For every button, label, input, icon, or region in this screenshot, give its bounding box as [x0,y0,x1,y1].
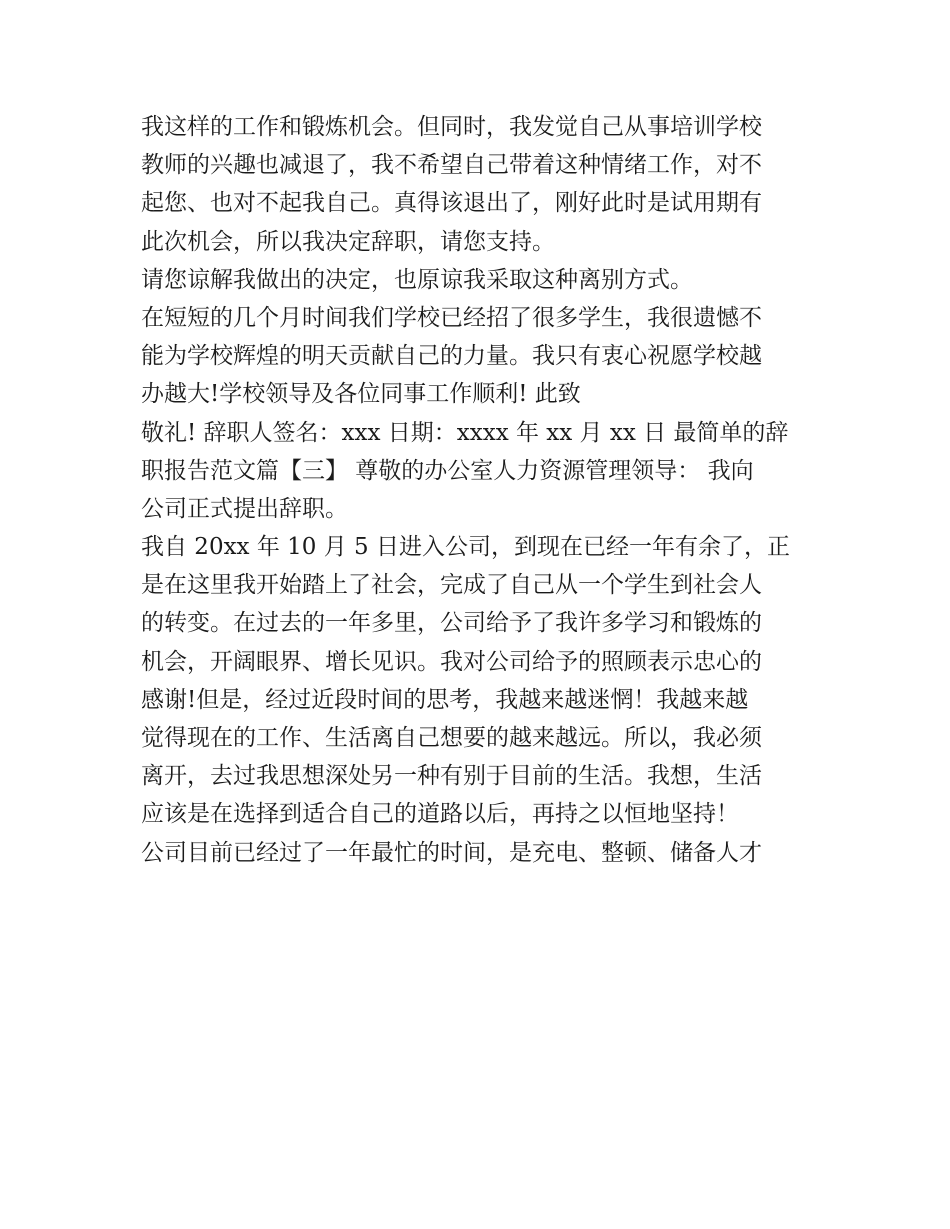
text-line: 离开，去过我思想深处另一种有别于目前的生活。我想，生活 [141,763,762,790]
text-line: 在短短的几个月时间我们学校已经招了很多学生，我很遗憾不 [141,304,762,331]
text-line: 机会，开阔眼界、增长见识。我对公司给予的照顾表示忠心的 [141,648,762,675]
text-line: 感谢!但是，经过近段时间的思考，我越来越迷惘！我越来越 [141,686,749,713]
text-line: 我这样的工作和锻炼机会。但同时，我发觉自己从事培训学校 [141,114,762,140]
text-line: 的转变。在过去的一年多里，公司给予了我许多学习和锻炼的 [141,610,762,637]
text-line: 我自 20xx 年 10 月 5 日进入公司，到现在已经一年有余了，正 [141,534,790,561]
text-line: 公司正式提出辞职。 [141,495,348,522]
text-line: 敬礼! 辞职人签名：xxx 日期：xxxx 年 xx 月 xx 日 最简单的辞 [141,419,789,446]
text-line: 教师的兴趣也减退了，我不希望自己带着这种情绪工作，对不 [141,152,762,179]
text-line: 此次机会，所以我决定辞职，请您支持。 [141,228,555,255]
text-line: 觉得现在的工作、生活离自己想要的越来越远。所以，我必须 [141,725,762,751]
text-line: 公司目前已经过了一年最忙的时间，是充电、整顿、储备人才 [141,839,762,866]
text-line: 起您、也对不起我自己。真得该退出了，刚好此时是试用期有 [141,190,762,217]
text-line: 职报告范文篇【三】 尊敬的办公室人力资源管理领导： 我向 [141,457,754,484]
document-body [141,108,821,872]
text-line: 请您谅解我做出的决定，也原谅我采取这种离别方式。 [141,266,693,293]
text-line: 应该是在选择到适合自己的道路以后，再持之以恒地坚持！ [141,801,739,828]
text-line: 办越大!学校领导及各位同事工作顺利! 此致 [141,381,581,408]
text-line: 能为学校辉煌的明天贡献自己的力量。我只有衷心祝愿学校越 [141,343,762,370]
text-line: 是在这里我开始踏上了社会，完成了自己从一个学生到社会人 [141,572,762,599]
